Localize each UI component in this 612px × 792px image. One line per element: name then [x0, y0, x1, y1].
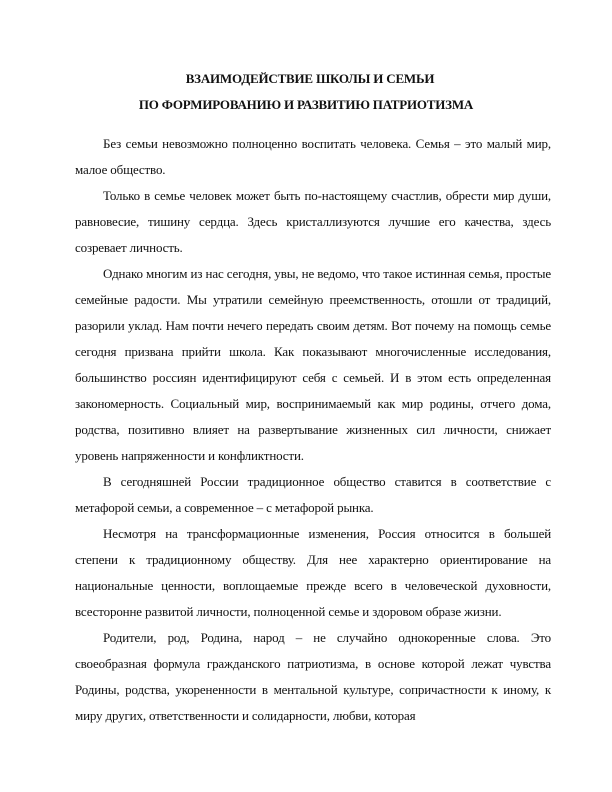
document-title-line-1: ВЗАИМОДЕЙСТВИЕ ШКОЛЫ И СЕМЬИ [185, 71, 435, 86]
paragraph: Родители, род, Родина, народ – не случайно однокоренные слова. Это своеобразная формула гражданского патриотизма, в основе которой лежат чувства Родины, родства, укорененности в ментальной культуре, сопричастности к иному, к миру других, ответственности и солидарности, любви, которая [75, 630, 551, 723]
paragraph: Без семьи невозможно полноценно воспитать человека. Семья – это малый мир, малое общество. [75, 136, 551, 177]
paragraph: Только в семье человек может быть по-настоящему счастлив, обрести мир души, равновесие, тишину сердца. Здесь кристаллизуются лучшие его качества, здесь созревает личность. [75, 188, 551, 255]
paragraph: Однако многим из нас сегодня, увы, не ведомо, что такое истинная семья, простые семейные радости. Мы утратили семейную преемственность, отошли от традиций, разорили уклад. Нам почти нечего передать своим детям. Вот почему на помощь семье сегодня призвана прийти школа. Как показывают многочисленные исследования, большинство россиян идентифицируют себя с семьей. И в этом есть определенная закономерность. Социальный мир, воспринимаемый как мир родины, отчего дома, родства, позитивно влияет на развертывание жизненных сил личности, снижает уровень напряженности и конфликтности. [75, 266, 551, 463]
document-body [75, 131, 551, 729]
paragraph: Несмотря на трансформационные изменения, Россия относится в большей степени к традиционному обществу. Для нее характерно ориентирование на национальные ценности, воплощаемые прежде всего в человеческой духовности, всесторонне развитой личности, полноценной семье и здоровом образе жизни. [75, 526, 551, 619]
document-title-line-2: ПО ФОРМИРОВАНИЮ И РАЗВИТИЮ ПАТРИОТИЗМА [138, 97, 474, 112]
paragraph: В сегодняшней России традиционное общество ставится в соответствие с метафорой семьи, а современное – с метафорой рынка. [75, 474, 551, 515]
